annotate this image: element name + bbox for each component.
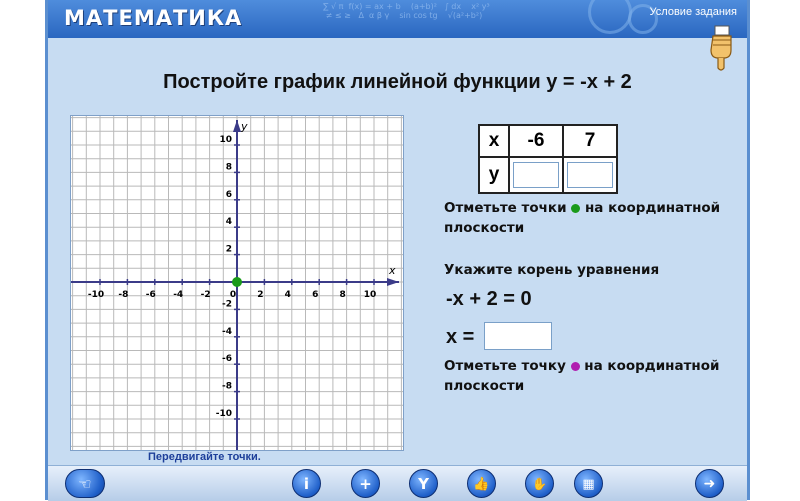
x-tick-label: 0 xyxy=(229,290,237,300)
x-tick-label: -4 xyxy=(173,290,184,300)
on-plane-text: на координатной плоскости xyxy=(444,200,721,236)
mark-points-instruction xyxy=(444,198,747,238)
header-decoration: ∑ √ π f(x) = ax + b (a+b)² ∫ dx x² y³ ≠ ≤ ≥ Δ α β γ sin cos tg √(a²+b²) xyxy=(323,2,490,20)
mark-points-text: Отметьте точки xyxy=(444,200,567,216)
y-tick-label: -8 xyxy=(222,381,232,392)
value-table xyxy=(478,124,618,194)
y-axis-arrow xyxy=(233,120,241,132)
x-tick-label: 10 xyxy=(363,290,377,300)
header-bar xyxy=(48,0,747,38)
y-tick-label: 2 xyxy=(225,244,232,255)
task-title: Постройте график линейной функции y = -x + 2 xyxy=(163,71,632,93)
coordinate-plane[interactable] xyxy=(70,115,404,451)
table-x-value: -6 xyxy=(509,125,563,157)
check-icon[interactable]: Y xyxy=(409,469,438,498)
y-tick-label: 4 xyxy=(225,217,232,228)
y-tick-label: -10 xyxy=(215,409,232,419)
handshake-icon[interactable]: ✋ xyxy=(525,469,554,498)
y-tick-label: -4 xyxy=(222,326,232,337)
app-window xyxy=(45,0,750,500)
drag-points-hint: Передвигайте точки. xyxy=(148,451,261,463)
y-tick-label: 8 xyxy=(225,162,232,173)
x-tick-label: -8 xyxy=(118,290,129,300)
task-condition-link[interactable]: Условие задания xyxy=(649,6,737,18)
hand-back-icon[interactable]: ☜ xyxy=(65,469,105,498)
y-tick-label: 10 xyxy=(219,135,232,145)
runner-exit-icon[interactable]: ➜ xyxy=(695,469,724,498)
mark-point-instruction xyxy=(444,356,747,396)
table-x-value: 7 xyxy=(563,125,617,157)
on-plane-text-2: на координатной плоскости xyxy=(444,358,720,394)
table-y-cell xyxy=(563,157,617,193)
info-icon[interactable]: i xyxy=(292,469,321,498)
table-y-cell xyxy=(509,157,563,193)
x-equals-label: x = xyxy=(446,326,475,348)
mark-point-text: Отметьте точку xyxy=(444,358,566,374)
green-dot-icon xyxy=(571,204,580,213)
x-tick-label: -2 xyxy=(200,290,211,300)
plus-icon[interactable]: + xyxy=(351,469,380,498)
table-header-y: y xyxy=(479,157,509,193)
x-tick-label: 8 xyxy=(339,290,346,300)
x-tick-label: 2 xyxy=(257,290,264,300)
x-axis-label: x xyxy=(389,264,396,277)
main-area xyxy=(48,38,747,465)
coordinate-plane-svg[interactable] xyxy=(71,116,403,450)
x-tick-label: 4 xyxy=(284,290,291,300)
thumbs-up-icon[interactable]: 👍 xyxy=(467,469,496,498)
equation: -x + 2 = 0 xyxy=(446,288,532,310)
decor-ring xyxy=(588,0,632,34)
draggable-point[interactable] xyxy=(232,277,242,287)
x-tick-label: -6 xyxy=(145,290,156,300)
purple-dot-icon xyxy=(571,362,580,371)
x-axis-arrow xyxy=(387,278,399,286)
app-title: МАТЕМАТИКА xyxy=(64,6,243,30)
calculator-icon[interactable]: ▦ xyxy=(574,469,603,498)
root-prompt: Укажите корень уравнения xyxy=(444,262,660,278)
table-header-x: x xyxy=(479,125,509,157)
y-value-input[interactable] xyxy=(513,162,559,188)
root-input[interactable] xyxy=(484,322,552,350)
y-tick-label: 6 xyxy=(225,189,232,200)
x-tick-label: -10 xyxy=(87,290,105,300)
y-axis-label: y xyxy=(241,120,248,133)
y-tick-label: -6 xyxy=(222,354,232,365)
x-tick-label: 6 xyxy=(312,290,319,300)
y-value-input[interactable] xyxy=(567,162,613,188)
bottom-toolbar xyxy=(48,465,747,501)
y-tick-label: -2 xyxy=(222,299,232,310)
